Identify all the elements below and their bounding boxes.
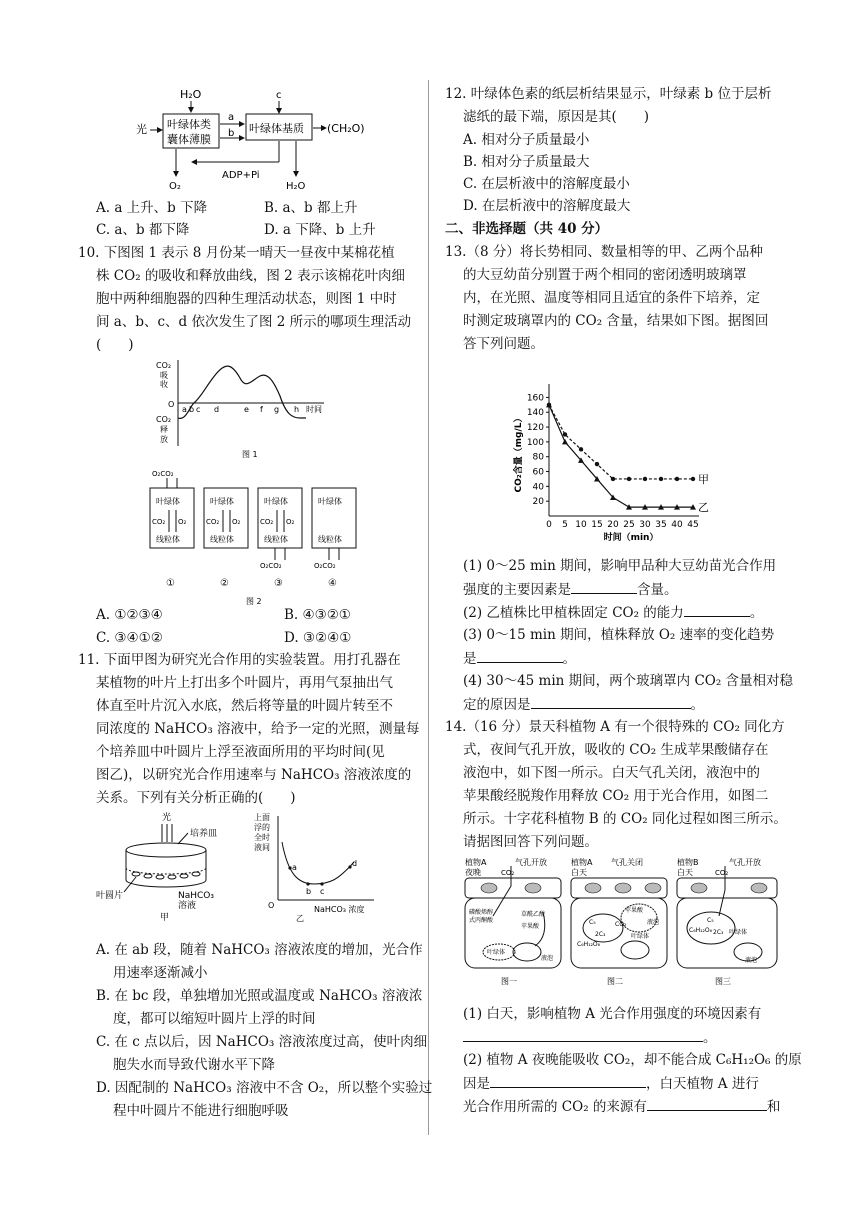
fig1-y-bot3: 放 [160, 435, 168, 444]
q11-fig-jia-apparatus [96, 810, 236, 922]
q13-q1-blank[interactable] [571, 579, 637, 594]
q14-c3-3: 2C₃ [713, 929, 724, 936]
q13-q3-tail: 。 [562, 651, 576, 667]
fig2-top-gases: O₂CO₂ [152, 470, 174, 478]
q12-option-c[interactable]: C. 在层析液中的溶解度最小 [463, 176, 630, 192]
q13-point-jia [595, 462, 599, 466]
q13-q1-tail: 含量。 [637, 582, 678, 598]
fig2-co2-label: CO₂ [152, 518, 166, 526]
yi-origin: O [268, 901, 275, 910]
q11-option-b-2: 度，都可以缩短叶圆片上浮的时间 [113, 1011, 316, 1027]
q14-cap-2: 图二 [607, 977, 623, 986]
q14-q2-mid: ，白天植物 A 进行 [646, 1076, 759, 1092]
q13-y-tick-label: 80 [532, 452, 544, 463]
fig1-origin: O [168, 400, 175, 409]
q13-co2-chart [507, 378, 707, 548]
q14-q2-line-2 [463, 1073, 759, 1094]
q13-point-jia [627, 477, 631, 481]
q13-series-name-jia: 甲 [698, 472, 709, 486]
fig2-cell-3 [258, 488, 302, 589]
q13-y-tick-label: 120 [526, 423, 544, 434]
fig2-chloroplast-label: 叶绿体 [318, 497, 342, 506]
q14-line-3: 液泡中，如下图一所示。白天气孔关闭，液泡中的 [463, 765, 760, 781]
q13-q1-line-1: (1) 0～25 min 期间，影响甲品种大豆幼苗光合作用 [463, 558, 777, 574]
q12-line-1: 12. 叶绿体色素的纸层析结果显示，叶绿素 b 位于层析 [445, 86, 772, 102]
q11-line-4: 同浓度的 NaHCO₃ 溶液中，给予一定的光照，测量每 [96, 721, 420, 737]
q14-q2-text: 因是 [463, 1076, 490, 1092]
q14-open-3: 气孔开放 [729, 858, 761, 867]
q13-x-tick-label: 40 [671, 520, 683, 530]
q14-oaa: 草酰乙酸 [521, 911, 546, 918]
fig9-light: 光 [136, 123, 147, 136]
q11-option-a-2: 用速率逐渐减小 [113, 965, 208, 981]
q14-cap-3: 图三 [715, 977, 731, 986]
q11-line-2: 某植物的叶片上打出多个叶圆片，再用气泵抽出气 [96, 675, 393, 691]
q14-glucose-2: C₆H₁₂O₆ [577, 941, 601, 948]
fig1-tick-h: h [294, 405, 300, 414]
q13-q4-line-2 [463, 694, 704, 715]
q14-line-5: 所示。十字花科植物 B 的 CO₂ 同化过程如图三所示。 [463, 811, 787, 827]
column-divider [428, 80, 429, 1135]
q10-option-b[interactable]: B. ④③②① [284, 607, 351, 623]
yi-point-b: b [306, 887, 312, 896]
q10-line-2: 株 CO₂ 的吸收和释放曲线，图 2 表示该棉花叶肉细 [96, 268, 406, 284]
q11-line-6: 图乙)，以研究光合作用速率与 NaHCO₃ 溶液浓度的 [96, 767, 412, 783]
q13-x-tick-label: 25 [623, 520, 635, 530]
q13-q4-tail: 。 [690, 697, 704, 713]
fig1-y-top2: 吸 [160, 371, 168, 380]
fig9-h2o-bottom: H₂O [286, 181, 306, 192]
fig2-chloroplast-label: 叶绿体 [156, 497, 180, 506]
q13-q4-line-1: (4) 30～45 min 期间，两个玻璃罩内 CO₂ 含量相对稳 [463, 673, 794, 689]
fig9-ch2o: (CH₂O) [327, 122, 365, 135]
q14-vacuole-3: 液泡 [745, 957, 758, 964]
q11-line-3: 体直至叶片沉入水底，然后将等量的叶圆片转至不 [96, 698, 393, 714]
q10-option-c[interactable]: C. ③④①② [96, 630, 163, 646]
jia-solution-1: NaHCO₃ [178, 891, 214, 901]
q13-x-tick-label: 45 [687, 520, 699, 530]
q14-q1-blank[interactable] [463, 1027, 703, 1042]
q13-q3-text: 是 [463, 651, 477, 667]
q13-series-line-yi [549, 405, 693, 507]
q14-co2-1: CO₂ [501, 869, 515, 877]
yi-y1: 上面 [254, 813, 270, 822]
q13-q1-line-2 [463, 579, 678, 600]
q12-option-a[interactable]: A. 相对分子质量最小 [463, 132, 590, 148]
q13-y-tick-label: 20 [532, 497, 544, 508]
q13-point-jia [675, 477, 679, 481]
q14-line-4: 苹果酸经脱羧作用释放 CO₂ 用于光合作用，如图二 [463, 788, 769, 804]
q11-option-d-1[interactable]: D. 因配制的 NaHCO₃ 溶液中不含 O₂，所以整个实验过 [96, 1080, 433, 1096]
q14-chloro-1: 叶绿体 [487, 949, 506, 956]
yi-point-a: a [292, 863, 297, 872]
q13-x-tick-label: 5 [562, 520, 568, 530]
q12-option-d[interactable]: D. 在层析液中的溶解度最大 [463, 198, 631, 214]
q11-fig-yi-curve [254, 812, 394, 922]
q9-option-a[interactable]: A. a 上升、b 下降 [96, 200, 208, 216]
q13-q2-text: (2) 乙植株比甲植株固定 CO₂ 的能力 [463, 605, 684, 621]
q11-option-a-1[interactable]: A. 在 ab 段，随着 NaHCO₃ 溶液浓度的增加，光合作 [96, 942, 423, 958]
q14-p1-b: 夜晚 [465, 868, 481, 877]
q11-line-1: 11. 下面甲图为研究光合作用的实验装置。用打孔器在 [78, 652, 401, 668]
fig1-tick-e: e [244, 405, 249, 414]
fig1-tick-b: b [189, 405, 195, 414]
q13-point-jia [579, 447, 583, 451]
q14-malic-2: 苹果酸 [625, 907, 644, 914]
yi-point-d: d [352, 859, 358, 868]
q13-x-tick-label: 10 [575, 520, 587, 530]
fig2-mitochondria-label: 线粒体 [156, 535, 180, 544]
fig2-cell-2 [204, 488, 248, 589]
fig9-box2: 叶绿体基质 [249, 122, 304, 135]
fig2-o2-label: O₂ [286, 518, 295, 526]
fig9-label-c: c [276, 90, 282, 101]
q14-c3-2: 2C₃ [595, 931, 606, 938]
fig2-label-4: ④ [328, 578, 337, 589]
yi-xlabel: NaHCO₃ 浓度 [314, 905, 365, 914]
q10-option-a[interactable]: A. ①②③④ [96, 607, 163, 623]
q13-line-5: 答下列问题。 [463, 336, 544, 352]
q13-x-tick-label: 20 [607, 520, 619, 530]
yi-y3: 全时 [254, 833, 270, 842]
q13-point-jia [691, 477, 695, 481]
fig1-y-bot: CO₂ [156, 415, 172, 424]
fig1-tick-a: a [182, 405, 187, 414]
fig1-tick-f: f [260, 405, 263, 414]
fig9-label-b: b [228, 128, 235, 139]
q11-option-c-1[interactable]: C. 在 c 点以后，因 NaHCO₃ 溶液浓度过高，使叶肉细 [96, 1034, 428, 1050]
q14-closed: 气孔关闭 [611, 858, 643, 867]
q13-point-jia [611, 477, 615, 481]
fig9-label-a: a [228, 112, 235, 123]
q11-option-d-2: 程中叶圆片不能进行细胞呼吸 [113, 1103, 289, 1119]
q13-point-jia [659, 477, 663, 481]
fig2-chloroplast-label: 叶绿体 [264, 497, 288, 506]
fig9-box1-line1: 叶绿体类 [167, 118, 211, 131]
q14-p1-a: 植物A [465, 858, 487, 867]
yi-point-c: c [320, 887, 325, 896]
q13-line-1: 13.（8 分）将长势相同、数量相等的甲、乙两个品种 [445, 244, 763, 260]
fig1-y-bot2: 释 [160, 425, 168, 434]
fig2-chloroplast-label: 叶绿体 [210, 497, 234, 506]
fig2-bottom-gases: O₂CO₂ [314, 562, 336, 570]
q13-q4-blank[interactable] [531, 694, 691, 709]
fig2-caption: 图 2 [246, 597, 262, 606]
q13-x-label: 时间（min） [603, 533, 659, 543]
q13-y-tick-label: 40 [532, 482, 544, 493]
q11-line-7: 关系。下列有关分析正确的( ) [96, 790, 296, 806]
q10-line-3: 胞中两种细胞器的四种生理活动状态，则图 1 中时 [96, 291, 397, 307]
q14-vacuole-1: 液泡 [541, 955, 554, 962]
fig1-tick-c: c [196, 405, 201, 414]
q13-series-line-jia [549, 405, 693, 479]
q13-series-name-yi: 乙 [698, 501, 709, 515]
q13-q1-text: 强度的主要因素是 [463, 582, 571, 598]
fig2-bottom-gases: O₂CO₂ [260, 562, 282, 570]
yi-y2: 浮的 [254, 823, 270, 832]
q13-line-4: 时测定玻璃罩内的 CO₂ 含量，结果如下图。据图回 [463, 313, 769, 329]
q9-option-c[interactable]: C. a、b 都下降 [96, 222, 190, 238]
fig1-xlabel: 时间 [306, 405, 322, 414]
section-2-heading: 二、非选择题（共 40 分） [445, 221, 609, 237]
q9-option-d[interactable]: D. a 下降、b 上升 [264, 222, 376, 238]
fig1-tick-g: g [274, 405, 280, 414]
jia-leaf: 叶圆片 [96, 891, 124, 901]
q14-q2-text-2: 光合作用所需的 CO₂ 的来源有 [463, 1099, 647, 1115]
q13-line-3: 内，在光照、温度等相同且适宜的条件下培养，定 [463, 290, 760, 306]
fig2-co2-label: CO₂ [260, 518, 274, 526]
q14-q2-blank-1[interactable] [490, 1073, 646, 1088]
fig2-label-2: ② [220, 578, 229, 589]
fig1-tick-d: d [214, 405, 220, 414]
q10-fig1-curve [156, 356, 346, 460]
q14-co2-3: CO₂ [715, 869, 729, 877]
q14-malic: 苹果酸 [521, 923, 540, 930]
fig1-caption: 图 1 [242, 450, 258, 459]
q13-y-tick-label: 160 [526, 393, 544, 404]
q13-x-tick-label: 30 [639, 520, 651, 530]
q13-q2-tail: 。 [749, 605, 764, 621]
fig9-o2: O₂ [169, 181, 181, 192]
q14-p3-b: 白天 [677, 868, 693, 877]
q14-line-2: 式，夜间气孔开放，吸收的 CO₂ 生成苹果酸储存在 [463, 742, 769, 758]
q14-p2-a: 植物A [571, 858, 593, 867]
q9-photosynthesis-diagram [136, 86, 376, 196]
q14-chloro-2: 叶绿体 [631, 933, 650, 940]
q14-q2-line-3 [463, 1096, 780, 1117]
yi-caption: 乙 [296, 914, 304, 923]
fig1-y-top3: 收 [160, 380, 168, 389]
q11-line-5: 个培养皿中叶圆片上浮至液面所用的平均时间(见 [96, 744, 385, 760]
q10-line-4: 间 a、b、c、d 依次发生了图 2 所示的哪项生理活动 [96, 314, 412, 330]
jia-solution-2: 溶液 [178, 901, 197, 911]
q14-c5-2: C₅ [589, 919, 596, 926]
q11-option-b-1[interactable]: B. 在 bc 段，单独增加光照或温度或 NaHCO₃ 溶液浓 [96, 988, 423, 1004]
q14-q2-line-1: (2) 植物 A 夜晚能吸收 CO₂，却不能合成 C₆H₁₂O₆ 的原 [463, 1052, 802, 1068]
yi-y4: 液间 [254, 843, 270, 852]
fig2-cell-4 [312, 488, 356, 589]
q13-point-jia [643, 477, 647, 481]
fig9-adp: ADP+Pi [222, 170, 260, 181]
q13-q3-line-1: (3) 0～15 min 期间，植株释放 O₂ 速率的变化趋势 [463, 627, 775, 643]
jia-dish: 培养皿 [190, 829, 218, 839]
fig2-mitochondria-label: 线粒体 [318, 535, 342, 544]
q14-line-1: 14.（16 分）景天科植物 A 有一个很特殊的 CO₂ 同化方 [445, 719, 785, 735]
q13-y-tick-label: 140 [526, 408, 544, 419]
fig2-mitochondria-label: 线粒体 [264, 535, 288, 544]
q14-p2-b: 白天 [571, 868, 587, 877]
q14-chloro-3: 叶绿体 [729, 929, 748, 936]
q13-q2-line [463, 602, 763, 623]
q12-option-b[interactable]: B. 相对分子质量最大 [463, 154, 590, 170]
q14-q1-line-2 [463, 1027, 717, 1048]
q12-line-2: 滤纸的最下端，原因是其( ) [463, 109, 650, 125]
q10-option-d[interactable]: D. ③②④① [284, 630, 352, 646]
q13-x-tick-label: 15 [591, 520, 603, 530]
fig1-y-top: CO₂ [156, 361, 172, 370]
q13-y-tick-label: 100 [526, 437, 544, 448]
q13-q3-line-2 [463, 648, 576, 669]
q14-open-1: 气孔开放 [515, 858, 547, 867]
q11-option-c-2: 胞失水而导致代谢水平下降 [113, 1057, 275, 1073]
q14-glucose-3: C₆H₁₂O₆ [689, 927, 713, 934]
q14-p3-a: 植物B [677, 858, 699, 867]
q14-cam-diagram [463, 856, 779, 988]
q14-vacuole-2: 液泡 [647, 919, 660, 926]
q13-point-yi [562, 439, 568, 445]
q14-pep-2: 式丙酮酸 [469, 917, 494, 924]
q13-y-label: CO₂含量（mg/L） [514, 413, 524, 493]
fig2-co2-label: CO₂ [206, 518, 220, 526]
q14-q1-tail: 。 [703, 1030, 717, 1046]
q13-point-jia [563, 432, 567, 436]
fig2-o2-label: O₂ [232, 518, 241, 526]
fig9-box1-line2: 囊体薄膜 [167, 133, 211, 146]
q13-x-tick-label: 35 [655, 520, 667, 530]
q13-x-tick-label: 0 [546, 520, 552, 530]
q13-q4-text: 定的原因是 [463, 697, 531, 713]
fig2-mitochondria-label: 线粒体 [210, 535, 234, 544]
q14-co2-2: CO₂ [615, 921, 627, 928]
fig2-cell-1 [150, 470, 194, 589]
q10-line-5: ( ) [96, 337, 134, 353]
jia-light: 光 [162, 813, 172, 823]
q13-q2-blank[interactable] [684, 602, 750, 617]
q10-line-1: 10. 下图图 1 表示 8 月份某一晴天一昼夜中某棉花植 [78, 245, 395, 261]
q10-fig2-organelles [136, 468, 366, 608]
q13-q3-blank[interactable] [477, 648, 563, 663]
fig9-h2o-top: H₂O [180, 88, 202, 101]
q14-cap-1: 图一 [501, 977, 517, 986]
q14-line-6: 请据图回答下列问题。 [463, 834, 598, 850]
fig2-label-1: ① [166, 578, 175, 589]
jia-caption: 甲 [160, 913, 170, 923]
fig2-label-3: ③ [274, 578, 283, 589]
q14-q2-tail: 和 [766, 1099, 781, 1115]
q9-option-b[interactable]: B. a、b 都上升 [264, 200, 358, 216]
q14-q2-blank-2[interactable] [647, 1096, 767, 1111]
q13-y-tick-label: 60 [532, 467, 544, 478]
q14-q1-line-1: (1) 白天，影响植物 A 光合作用强度的环境因素有 [463, 1006, 762, 1022]
q14-pep-1: 磷酸烯醇 [469, 909, 494, 916]
q14-c5-3: C₅ [707, 917, 714, 924]
fig2-o2-label: O₂ [178, 518, 187, 526]
q13-line-2: 的大豆幼苗分别置于两个相同的密闭透明玻璃罩 [463, 267, 747, 283]
